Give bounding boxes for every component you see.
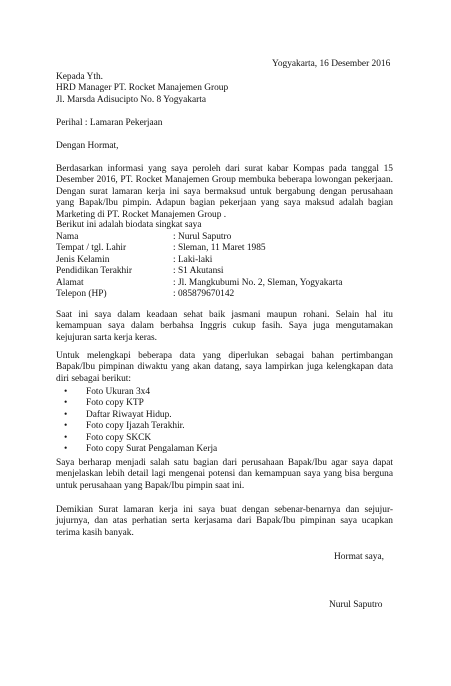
paragraph-attachments-intro: Untuk melengkapi beberapa data yang diperlukan sebagai bahan pertimbangan Bapak/Ibu pimpinan diwaktu yang akan datang, saya lampirkan juga kelengkapan data diri sebagai berikut: [56,351,393,384]
biodata-row [56,278,393,289]
biodata-label: Jenis Kelamin [56,254,110,265]
biodata-label: Tempat / tgl. Lahir [56,243,127,254]
biodata-value: : 085879670142 [173,288,235,299]
recipient-line-1: Kepada Yth. [56,72,104,82]
list-item-label: Daftar Riwayat Hidup. [86,409,172,420]
signature-name: Nurul Saputro [329,600,383,610]
biodata-label: Nama [56,232,79,242]
bullet-icon: • [64,409,68,420]
list-item-label: Foto copy Ijazah Terakhir. [86,421,185,432]
biodata-row [56,232,393,243]
paragraph-hope: Saya berharap menjadi salah satu bagian dari perusahaan Bapak/Ibu agar saya dapat menjelaskan lebih detail lagi mengenai potensi dan kemampuan saya yang bisa berguna untuk perusahaan yang Bapak/Ibu pimpin saat ini. [56,458,393,491]
biodata-value: : Laki-laki [173,254,213,265]
biodata-value: : S1 Akutansi [173,266,224,277]
paragraph-closing: Demikian Surat lamaran kerja ini saya buat dengan sebenar-benarnya dan sejujur-jujurnya, dan atas perhatian serta kerjasama dari Bapak/Ibu pimpinan saya ucapkan terima kasih banyak. [56,505,393,538]
paragraph-intro: Berdasarkan informasi yang saya peroleh dari surat kabar Kompas pada tanggal 15 Desember 2016, PT. Rocket Manajemen Group membuka beberapa lowongan pekerjaan. Dengan surat lamaran kerja ini saya bermaksud untuk bergabung dengan perusahaan yang Bapak/Ibu pimpin. Adapun bagian pekerjaan yang saya maksud adalah bagian Marketing di PT. Rocket Manajemen Group . [56,164,393,220]
list-item-label: Foto copy Surat Pengalaman Kerja [86,443,218,454]
biodata-label: Alamat [56,277,84,288]
subject-line: Perihal : Lamaran Pekerjaan [56,118,163,128]
recipient-line-3: Jl. Marsda Adisucipto No. 8 Yogyakarta [56,95,206,105]
biodata-value: : Jl. Mangkubumi No. 2, Sleman, Yogyakarta [173,277,343,288]
list-item [64,444,384,455]
biodata-row [56,255,393,266]
list-item-label: Foto Ukuran 3x4 [86,387,151,397]
recipient-line-2: HRD Manager PT. Rocket Manajemen Group [56,83,229,93]
list-item [64,421,384,432]
biodata-value: : Nurul Saputro [173,232,232,242]
attachment-list [64,387,384,455]
biodata-row [56,289,393,300]
bullet-icon: • [64,398,68,409]
bullet-icon: • [64,387,68,397]
bullet-icon: • [64,443,68,454]
biodata-value: : Sleman, 11 Maret 1985 [173,243,266,254]
greeting: Dengan Hormat, [56,141,119,151]
bullet-icon: • [64,421,68,432]
list-item [64,433,384,444]
closing-salutation: Hormat saya, [334,552,384,562]
paragraph-health: Saat ini saya dalam keadaan sehat baik jasmani maupun rohani. Selain hal itu kemampuan saya dalam berbahsa Inggris cukup fasih. Saya juga mengutamakan kejujuran sarta kerja keras. [56,310,393,343]
bullet-icon: • [64,432,68,443]
biodata-table [56,232,393,300]
biodata-row [56,266,393,277]
biodata-intro: Berikut ini adalah biodata singkat saya [56,220,202,230]
biodata-row [56,243,393,254]
biodata-label: Pendidikan Terakhir [56,266,132,277]
biodata-label: Telepon (HP) [56,288,107,299]
place-date: Yogyakarta, 16 Desember 2016 [272,59,391,69]
list-item [64,410,384,421]
list-item-label: Foto copy KTP [86,398,144,409]
list-item [64,398,384,409]
list-item-label: Foto copy SKCK [86,432,152,443]
list-item [64,387,384,398]
